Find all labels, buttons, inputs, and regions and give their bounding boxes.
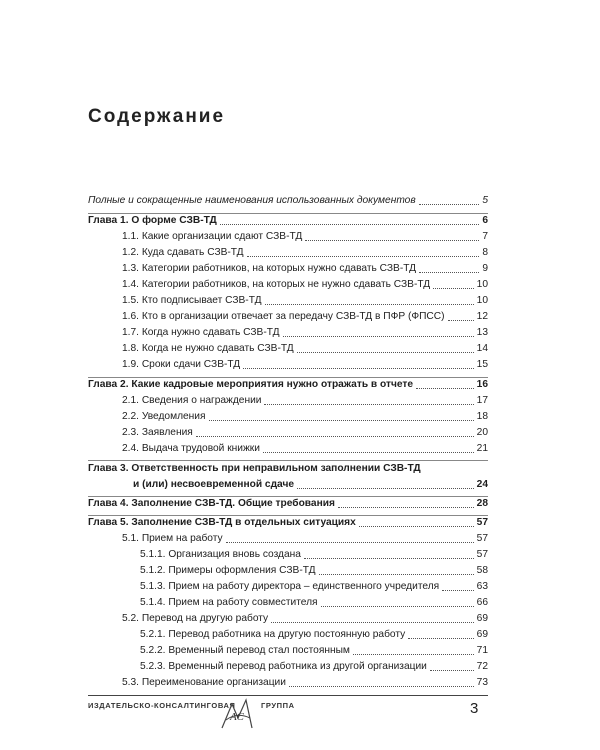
toc-entry-page: 73 xyxy=(476,677,488,688)
toc-entry-text: Глава 1. О форме СЗВ-ТД xyxy=(88,215,217,226)
toc-entry-text: 5.1.3. Прием на работу директора – единственного учредителя xyxy=(140,581,440,592)
footer-rule xyxy=(88,695,488,696)
toc-entry[interactable] xyxy=(122,310,488,324)
toc-entry[interactable] xyxy=(122,278,488,292)
toc-entry-page: 20 xyxy=(476,427,488,438)
toc-entry-text: 5.3. Переименование организации xyxy=(122,677,286,688)
toc-entry-text: 1.9. Сроки сдачи СЗВ-ТД xyxy=(122,359,241,370)
toc-entry[interactable] xyxy=(122,394,488,408)
toc-entry-text: 1.7. Когда нужно сдавать СЗВ-ТД xyxy=(122,327,280,338)
toc-entry[interactable] xyxy=(122,676,488,690)
toc-entry-text: и (или) несвоевременной сдаче xyxy=(133,479,295,490)
toc-entry-text: 5.2.2. Временный перевод стал постоянным xyxy=(140,645,350,656)
toc-entry[interactable] xyxy=(122,342,488,356)
toc-entry[interactable] xyxy=(122,246,488,260)
toc-entry-page: 10 xyxy=(476,295,488,306)
toc-entry-page: 69 xyxy=(476,613,488,624)
toc-entry[interactable] xyxy=(122,612,488,626)
toc-entry-text: 5.1.4. Прием на работу совместителя xyxy=(140,597,318,608)
toc-entry-page: 9 xyxy=(482,263,488,274)
toc-entry-text: 5.1. Прием на работу xyxy=(122,533,223,544)
toc-entry[interactable] xyxy=(140,596,488,610)
toc-entry-page: 10 xyxy=(476,279,488,290)
toc-entry-text: Полные и сокращенные наименования использованных документов xyxy=(88,195,416,206)
toc-entry-text: Глава 4. Заполнение СЗВ-ТД. Общие требования xyxy=(88,498,335,509)
toc-entry-text: 2.4. Выдача трудовой книжки xyxy=(122,443,260,454)
toc-entry-page: 57 xyxy=(476,517,488,528)
toc-entry[interactable] xyxy=(122,426,488,440)
toc-entry-page: 16 xyxy=(476,379,488,390)
toc-entry[interactable] xyxy=(122,262,488,276)
toc-entry-page: 18 xyxy=(476,411,488,422)
toc-entry-text: 1.5. Кто подписывает СЗВ-ТД xyxy=(122,295,262,306)
toc-entry[interactable] xyxy=(140,548,488,562)
toc-chapter-1[interactable] xyxy=(88,214,488,228)
toc-entry[interactable] xyxy=(122,532,488,546)
toc-entry-page: 12 xyxy=(476,311,488,322)
toc-entry[interactable] xyxy=(88,194,488,208)
toc-entry-page: 15 xyxy=(476,359,488,370)
toc-entry-text: 1.8. Когда не нужно сдавать СЗВ-ТД xyxy=(122,343,294,354)
toc-entry-text: 5.1.1. Организация вновь создана xyxy=(140,549,301,560)
toc-entry-text: 1.6. Кто в организации отвечает за передачу СЗВ-ТД в ПФР (ФПСС) xyxy=(122,311,445,322)
toc-entry-text: 5.2. Перевод на другую работу xyxy=(122,613,269,624)
toc-entry-text: Глава 2. Какие кадровые мероприятия нужно отражать в отчете xyxy=(88,379,414,390)
toc-entry-page: 57 xyxy=(476,533,488,544)
toc-entry[interactable] xyxy=(122,442,488,456)
toc-entry-text: 1.2. Куда сдавать СЗВ-ТД xyxy=(122,247,244,258)
toc-chapter-4[interactable] xyxy=(88,497,488,511)
toc-entry-page: 57 xyxy=(476,549,488,560)
toc-entry[interactable] xyxy=(122,294,488,308)
toc-entry-page: 72 xyxy=(476,661,488,672)
publisher-logo xyxy=(216,694,258,732)
toc-entry[interactable] xyxy=(122,358,488,372)
toc-entry[interactable] xyxy=(122,326,488,340)
toc-entry-page: 69 xyxy=(476,629,488,640)
toc-entry[interactable] xyxy=(140,564,488,578)
toc-entry[interactable] xyxy=(122,410,488,424)
toc-entry[interactable] xyxy=(140,628,488,642)
toc-entry[interactable] xyxy=(140,580,488,594)
toc-entry-page: 71 xyxy=(476,645,488,656)
toc-entry-text: 1.3. Категории работников, на которых нужно сдавать СЗВ-ТД xyxy=(122,263,417,274)
toc-entry-page: 66 xyxy=(476,597,488,608)
page-number: 3 xyxy=(470,700,479,717)
toc-entry-text: 5.2.1. Перевод работника на другую постоянную работу xyxy=(140,629,406,640)
toc-entry-text: 1.1. Какие организации сдают СЗВ-ТД xyxy=(122,231,303,242)
publisher-name-right: ГРУППА xyxy=(261,701,295,710)
toc-entry-page: 24 xyxy=(476,479,488,490)
toc-entry-text: Глава 5. Заполнение СЗВ-ТД в отдельных ситуациях xyxy=(88,517,356,528)
page-title: Содержание xyxy=(88,106,226,127)
toc-entry-text: 2.1. Сведения о награждении xyxy=(122,395,262,406)
logo-text: АС xyxy=(230,711,244,723)
toc-entry-page: 28 xyxy=(476,498,488,509)
toc-chapter-5[interactable] xyxy=(88,516,488,530)
toc-entry-page: 63 xyxy=(476,581,488,592)
toc-entry-text: 5.1.2. Примеры оформления СЗВ-ТД xyxy=(140,565,316,576)
toc-entry-page: 14 xyxy=(476,343,488,354)
toc-entry-page: 17 xyxy=(476,395,488,406)
toc-chapter-3[interactable] xyxy=(88,462,488,476)
toc-entry[interactable] xyxy=(140,644,488,658)
toc-entry-page: 21 xyxy=(476,443,488,454)
toc-entry[interactable] xyxy=(140,660,488,674)
toc-entry-page: 58 xyxy=(476,565,488,576)
toc-entry-page: 5 xyxy=(482,195,488,206)
toc-entry-page: 7 xyxy=(482,231,488,242)
toc-entry-page: 6 xyxy=(482,215,488,226)
toc-entry-text: 2.2. Уведомления xyxy=(122,411,206,422)
toc-chapter-3-cont[interactable] xyxy=(133,478,488,492)
toc-entry[interactable] xyxy=(122,230,488,244)
toc-chapter-2[interactable] xyxy=(88,378,488,392)
toc-entry-text: 2.3. Заявления xyxy=(122,427,193,438)
toc-entry-text: 1.4. Категории работников, на которых не нужно сдавать СЗВ-ТД xyxy=(122,279,431,290)
publisher-name-left: ИЗДАТЕЛЬСКО-КОНСАЛТИНГОВАЯ xyxy=(88,701,236,710)
toc-entry-text: 5.2.3. Временный перевод работника из другой организации xyxy=(140,661,427,672)
toc-entry-text: Глава 3. Ответственность при неправильном заполнении СЗВ-ТД xyxy=(88,463,421,474)
toc-entry-page: 8 xyxy=(482,247,488,258)
toc-entry-page: 13 xyxy=(476,327,488,338)
